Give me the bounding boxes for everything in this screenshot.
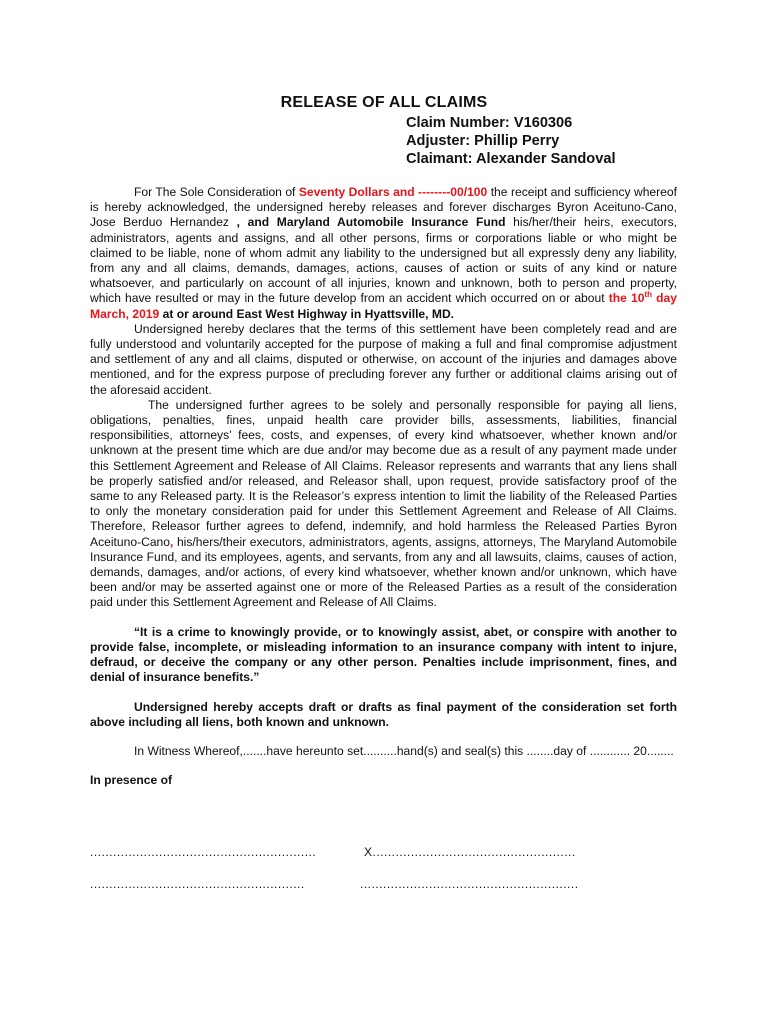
document-title — [0, 94, 768, 112]
claimant-signature-line-2[interactable]: ......................................................... — [360, 877, 579, 891]
para3-text-1: The undersigned further agrees to be solely and personally responsible for paying all liens, obligations, penalties, fines, unpaid health care provider bills, assessments, liabilities, financial responsibilities, attorneys’ fees, costs, and expenses, of every kind whatsoever, whether known and/or unknown at the present time which are due and/or may become due as a result of any payment made under this Settlement Agreement and Release of All Claims. Releasor represents and warrants that any liens shall be properly satisfied and/or released, and Releasor shall, upon request, provide satisfactory proof of the same to any Released party. It is the Releasor’s express intention to limit the liability of the Released Parties to only the monetary consideration paid for under this Settlement Agreement and Release of All Claims. Therefore, Releasor further agrees to defend, indemnify, and hold harmless the Released Parties Byron Aceituno-Cano — [90, 397, 677, 549]
claim-number: Claim Number: V160306 — [406, 115, 573, 131]
spacer — [90, 686, 677, 700]
accident-date-month-year: day March, 2019 — [90, 291, 678, 321]
spacer — [90, 759, 677, 773]
fraud-warning: “It is a crime to knowingly provide, or to knowingly assist, abet, or conspire with another to provide false, incomplete, or misleading information to an insurance company with intent to injure, defraud, or deceive the company or any other person. Penalties include imprisonment, fines, and denial of insurance benefits.” — [90, 624, 677, 685]
accident-date-day: the 10 — [608, 291, 645, 306]
accident-location: at or around East West Highway in Hyattsville, MD. — [159, 306, 455, 321]
witness-signature-line-1[interactable]: ........................................................... — [90, 845, 317, 859]
document-body — [90, 185, 677, 788]
spacer — [90, 611, 677, 625]
date-suffix: th — [644, 290, 653, 300]
claimant-signature-line[interactable]: X..................................................... — [364, 845, 576, 859]
para3-text-2: his/hers/their executors, administrators, agents, assigns, attorneys, The Maryland Automobile Insurance Fund, and its employees, agents, and servants, from any and all lawsuits, claims, causes of action, demands, damages, and/or actions, of every kind whatsoever, whether known and/or unknown, which have been and/or may be asserted against one or more of the Released Parties as a result of the consideration paid under this Settlement Agreement and Release of All Claims. — [90, 534, 677, 610]
adjuster: Adjuster: Phillip Perry — [406, 133, 560, 149]
liability-paragraph — [90, 398, 677, 611]
witness-clause: In Witness Whereof,.......have hereunto set..........hand(s) and seal(s) this ........day of ............ 20........ — [134, 743, 674, 758]
claimant: Claimant: Alexander Sandoval — [406, 151, 616, 167]
title-text: RELEASE OF ALL CLAIMS — [280, 94, 488, 111]
para1-text-3: his/her/their heirs, executors, administrators, agents and assigns, and all other persons, firms or corporations liable or who might be claimed to be liable, none of whom admit any liability to the undersigned but all expressly deny any liability, from any and all claims, demands, damages, actions, causes of action or suits of any kind or nature whatsoever, and particularly on account of all injuries, known and unknown, both to person and property, which have resulted or may in the future develop from an accident which occurred on or about — [90, 215, 677, 306]
para1-text-2: the receipt and sufficiency whereof is hereby acknowledged, the undersigned hereby releases and forever discharges Byron Aceituno-Cano, Jose Berduo Hernandez — [90, 185, 677, 230]
acceptance-statement: Undersigned hereby accepts draft or drafts as final payment of the consideration set forth above including all liens, both known and unknown. — [90, 699, 677, 729]
spacer — [90, 730, 677, 744]
consideration-paragraph — [90, 185, 677, 322]
declaration-paragraph: Undersigned hereby declares that the terms of this settlement have been completely read and are fully understood and voluntarily accepted for the purpose of making a full and final compromise adjustment and settlement of any and all claims, disputed or otherwise, on account of the injuries and damages above mentioned, and for the express purpose of precluding forever any further or additional claims arising out of the aforesaid accident. — [90, 321, 677, 397]
para3-red-comma: , — [170, 534, 174, 549]
para1-text-1: For The Sole Consideration of — [134, 185, 299, 199]
settlement-amount: Seventy Dollars and --------00/100 — [298, 185, 488, 199]
released-party: , and Maryland Automobile Insurance Fund — [236, 215, 506, 230]
in-presence-of: In presence of — [90, 773, 172, 788]
witness-signature-line-2[interactable]: ........................................................ — [90, 877, 305, 891]
